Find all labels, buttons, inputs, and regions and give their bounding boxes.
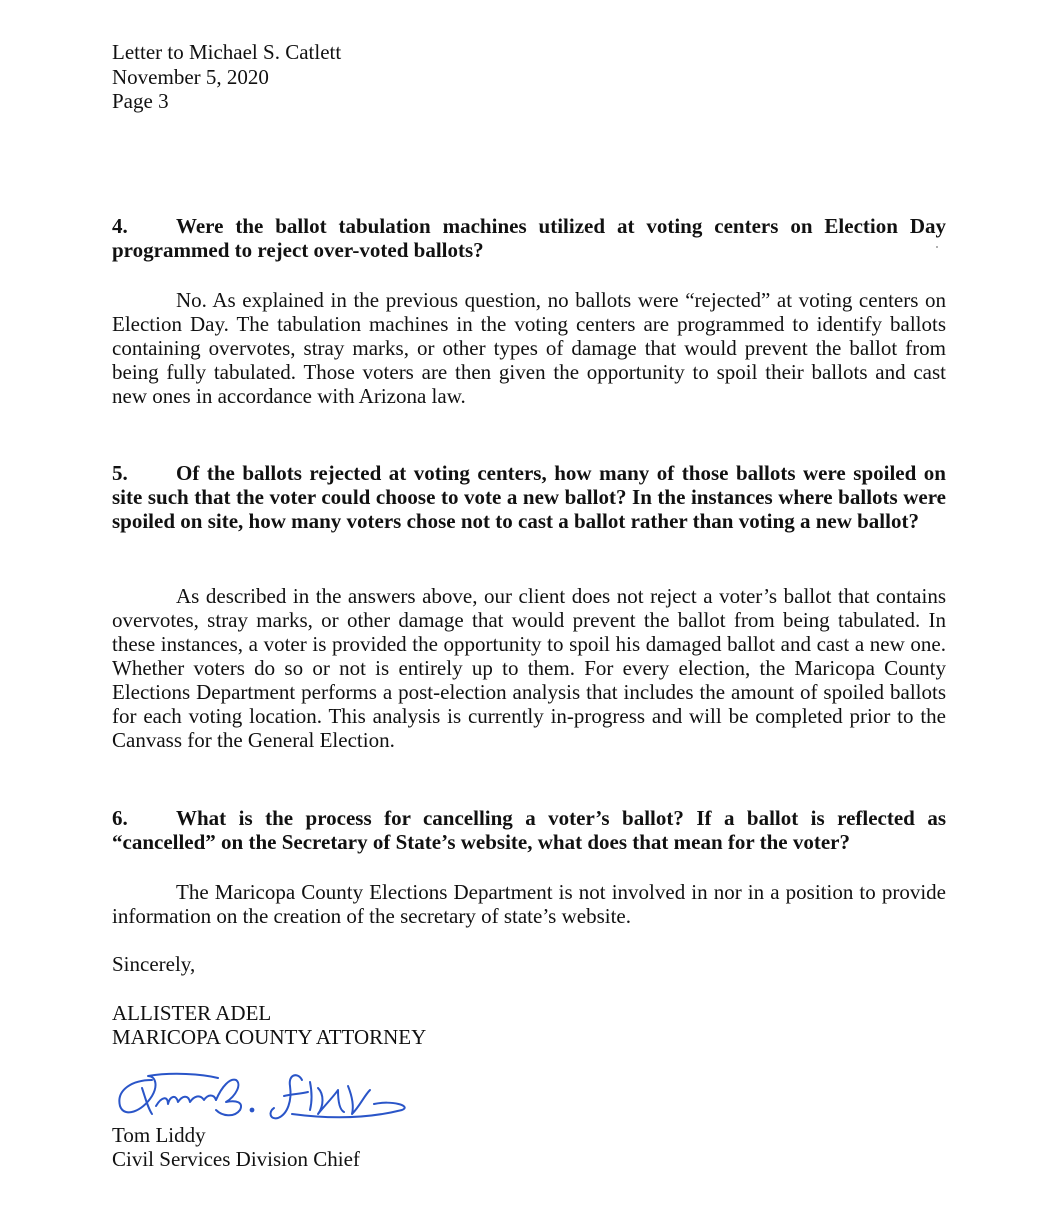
signer-name: Tom Liddy: [112, 1123, 206, 1147]
salutation: Sincerely,: [112, 952, 196, 976]
question-5: [112, 461, 946, 533]
answer-4: No. As explained in the previous question, no ballots were “rejected” at voting centers on Election Day. The tabulation machines in the voting centers are programmed to identify ballots containing overvotes, stray marks, or other types of damage that would prevent the ballot from being fully tabulated. Those voters are then given the opportunity to spoil their ballots and cast new ones in accordance with Arizona law.: [112, 288, 946, 408]
letter-header: [112, 40, 341, 114]
question-5-text: Of the ballots rejected at voting centers, how many of those ballots were spoiled on site such that the voter could choose to vote a new ballot? In the instances where ballots were spoiled on site, how many voters chose not to cast a ballot rather than voting a new ballot?: [112, 461, 946, 533]
header-date: November 5, 2020: [112, 64, 269, 89]
question-4: [112, 214, 946, 262]
attorney-title: MARICOPA COUNTY ATTORNEY: [112, 1025, 427, 1049]
question-5-number: 5.: [112, 461, 128, 485]
header-page-number: Page 3: [112, 89, 169, 113]
question-4-text: Were the ballot tabulation machines utilized at voting centers on Election Day programmed to reject over-voted ballots?: [112, 214, 946, 262]
header-recipient: Letter to Michael S. Catlett: [112, 40, 342, 64]
question-4-number: 4.: [112, 214, 128, 238]
attorney-name: ALLISTER ADEL: [112, 1001, 272, 1025]
question-6: [112, 806, 946, 854]
answer-5: As described in the answers above, our client does not reject a voter’s ballot that contains overvotes, stray marks, or other damage that would prevent the ballot from being tabulated. In these instances, a voter is provided the opportunity to spoil his damaged ballot and cast a new one. Whether voters do so or not is entirely up to them. For every election, the Maricopa County Elections Department performs a post-election analysis that includes the amount of spoiled ballots for each voting location. This analysis is currently in-progress and will be completed prior to the Canvass for the General Election.: [112, 584, 946, 752]
answer-6: The Maricopa County Elections Department is not involved in nor in a position to provide information on the creation of the secretary of state’s website.: [112, 880, 946, 928]
question-6-text: What is the process for cancelling a voter’s ballot? If a ballot is reflected as “cancelled” on the Secretary of State’s website, what does that mean for the voter?: [112, 806, 946, 854]
signer-title: Civil Services Division Chief: [112, 1147, 360, 1171]
question-6-number: 6.: [112, 806, 128, 830]
scan-speck: [936, 246, 938, 248]
